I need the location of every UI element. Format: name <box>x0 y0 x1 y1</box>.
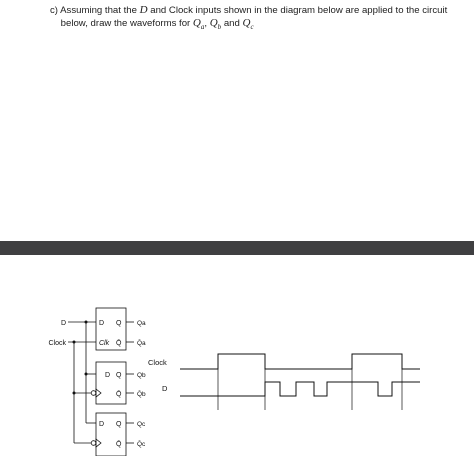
question-line-2: below, draw the waveforms for $Q_a$, $Q_b$ and $Q_c$ <box>60 17 254 32</box>
inversion-bubble-c <box>91 441 96 446</box>
pin-d-c: D <box>99 421 105 428</box>
qc-variable: $Q_c$ <box>242 17 254 32</box>
pin-q-a: Q <box>116 320 122 327</box>
output-label-qb-bar: Q̄b <box>137 391 146 398</box>
edge-triangle-c <box>96 439 101 447</box>
output-label-qa-bar: Q̄a <box>137 340 146 347</box>
output-label-qb: Qb <box>137 372 146 379</box>
pin-q-b: Q <box>116 372 122 379</box>
d-waveform <box>180 382 420 396</box>
circuit-junctions <box>73 321 88 395</box>
junction-dot <box>73 392 76 395</box>
divider-bar <box>0 241 474 255</box>
input-label-d: D <box>60 320 66 327</box>
flip-flop-b <box>96 362 126 404</box>
inversion-bubble-b <box>91 391 96 396</box>
question-text-1a: Assuming that the <box>60 5 137 16</box>
output-label-qc: Qc <box>137 421 146 428</box>
output-label-qc-bar: Q̄c <box>137 441 146 448</box>
pin-qbar-b: Q̄ <box>116 391 122 398</box>
junction-dot <box>73 341 76 344</box>
pin-clk-a: Clk <box>99 340 110 347</box>
junction-dot <box>85 321 88 324</box>
pin-qbar-c: Q̄ <box>116 441 122 448</box>
junction-dot <box>85 373 88 376</box>
waveform-label-clock: Clock <box>148 358 167 367</box>
and-word: and <box>223 18 240 29</box>
circuit-figure <box>0 255 474 456</box>
question-line-1 <box>50 4 470 17</box>
circuit-wiring <box>68 308 134 456</box>
waveform-label-d: D <box>162 384 168 393</box>
qb-variable: $Q_b$ <box>209 17 222 32</box>
question-prefix: c) <box>50 5 58 16</box>
pin-q-c: Q <box>116 421 122 428</box>
pin-d-b: D <box>105 372 111 379</box>
question-text-2a: below, draw the waveforms for <box>60 18 191 29</box>
pin-d-a: D <box>99 320 105 327</box>
question-text <box>50 4 470 33</box>
d-variable: D <box>139 4 148 16</box>
flip-flop-c <box>96 413 126 456</box>
question-text-1b: and Clock inputs shown in the diagram below are applied to the circuit <box>150 5 448 16</box>
pin-qbar-a: Q̄ <box>116 340 122 347</box>
output-label-qa: Qa <box>137 320 146 327</box>
edge-triangle-b <box>96 389 101 397</box>
clock-waveform <box>180 354 420 369</box>
input-label-clock: Clock <box>48 340 66 347</box>
qa-variable: $Q_a$ <box>192 17 205 32</box>
